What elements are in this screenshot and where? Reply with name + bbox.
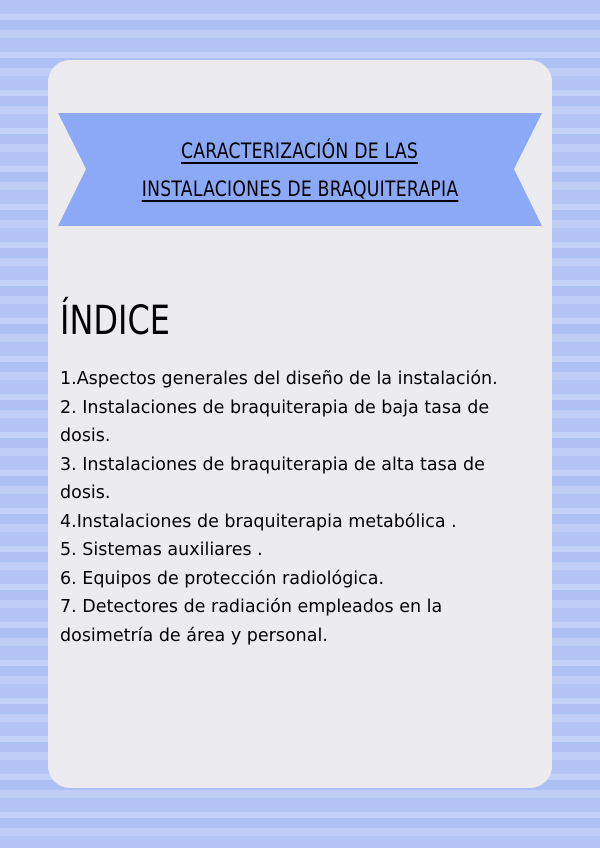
index-item: 2. Instalaciones de braquiterapia de baja tasa de dosis.: [60, 397, 490, 446]
index-heading: ÍNDICE: [60, 298, 171, 344]
index-list: [60, 365, 510, 650]
index-item: 7. Detectores de radiación empleados en la dosimetría de área y personal.: [60, 597, 443, 646]
index-item: 3. Instalaciones de braquiterapia de alta tasa de dosis.: [60, 454, 485, 503]
index-item: 1.Aspectos generales del diseño de la instalación.: [60, 369, 498, 389]
index-item: 6. Equipos de protección radiológica.: [60, 568, 385, 589]
title-line-1: CARACTERIZACIÓN DE LAS: [181, 138, 419, 163]
index-item: 4.Instalaciones de braquiterapia metabólica .: [60, 511, 457, 532]
ribbon-text: [58, 113, 542, 226]
title-line-2: INSTALACIONES DE BRAQUITERAPIA: [141, 176, 459, 201]
title-ribbon: [58, 113, 542, 226]
index-item: 5. Sistemas auxiliares .: [60, 540, 263, 560]
